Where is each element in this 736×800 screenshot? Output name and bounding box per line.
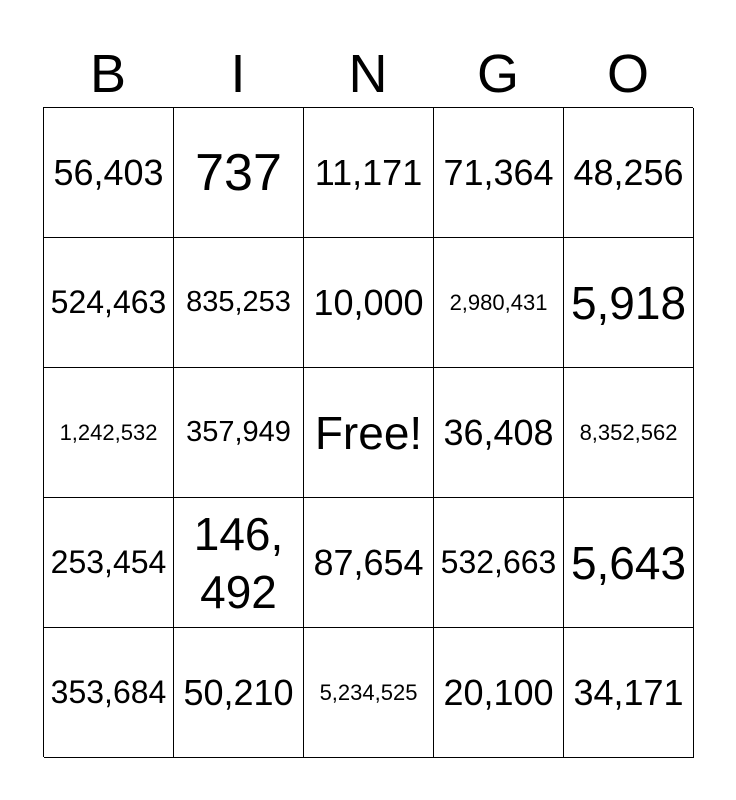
- bingo-cell[interactable]: 353,684: [44, 628, 174, 758]
- bingo-cell[interactable]: 50,210: [174, 628, 304, 758]
- bingo-cell[interactable]: 5,234,525: [304, 628, 434, 758]
- bingo-board: [43, 107, 693, 757]
- bingo-cell[interactable]: 48,256: [564, 108, 694, 238]
- header-letter-g: G: [476, 44, 519, 104]
- header-letter-i: I: [230, 44, 246, 104]
- bingo-cell[interactable]: 5,643: [564, 498, 694, 628]
- bingo-cell[interactable]: 71,364: [434, 108, 564, 238]
- bingo-header: [43, 40, 693, 108]
- bingo-cell[interactable]: 357,949: [174, 368, 304, 498]
- header-letter-b: B: [89, 44, 127, 104]
- bingo-cell[interactable]: 1,242,532: [44, 368, 174, 498]
- bingo-cell[interactable]: 87,654: [304, 498, 434, 628]
- bingo-cell[interactable]: 532,663: [434, 498, 564, 628]
- header-letter-n: N: [348, 44, 388, 104]
- bingo-cell[interactable]: 737: [174, 108, 304, 238]
- bingo-cell[interactable]: 524,463: [44, 238, 174, 368]
- bingo-cell[interactable]: 11,171: [304, 108, 434, 238]
- bingo-cell[interactable]: 5,918: [564, 238, 694, 368]
- bingo-cell[interactable]: 10,000: [304, 238, 434, 368]
- bingo-cell[interactable]: 36,408: [434, 368, 564, 498]
- bingo-cell[interactable]: 56,403: [44, 108, 174, 238]
- free-space[interactable]: Free!: [304, 368, 434, 498]
- bingo-cell[interactable]: 2,980,431: [434, 238, 564, 368]
- bingo-cell[interactable]: 253,454: [44, 498, 174, 628]
- bingo-cell[interactable]: 20,100: [434, 628, 564, 758]
- header-letter-o: O: [606, 44, 649, 104]
- bingo-cell[interactable]: 835,253: [174, 238, 304, 368]
- bingo-cell[interactable]: 146,492: [174, 498, 304, 628]
- bingo-cell[interactable]: 34,171: [564, 628, 694, 758]
- bingo-cell[interactable]: 8,352,562: [564, 368, 694, 498]
